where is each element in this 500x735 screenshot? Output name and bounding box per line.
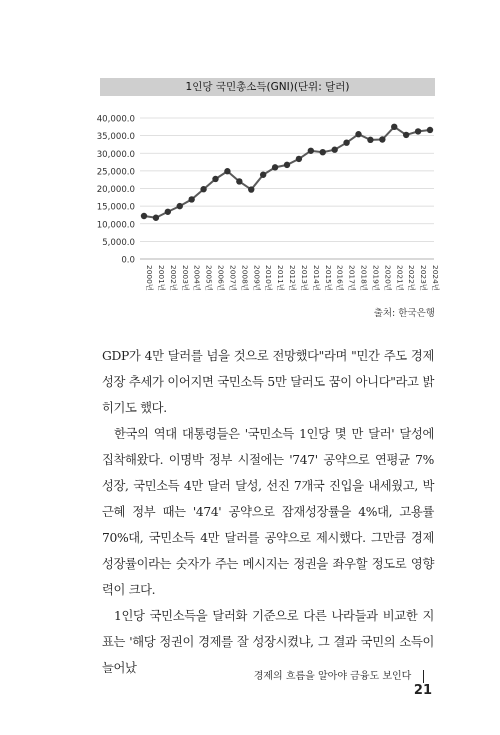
- body-text: [102, 343, 434, 681]
- data-point: [188, 196, 194, 202]
- x-tick-label: 2003년: [180, 265, 190, 291]
- x-tick-label: 2004년: [192, 265, 202, 291]
- page-number: 21: [413, 682, 432, 698]
- paragraph-1: GDP가 4만 달러를 넘을 것으로 전망했다"라며 "민간 주도 경제 성장 추세가 이어지면 국민소득 5만 달러도 꿈이 아니다"라고 밝히기도 했다.: [102, 349, 434, 415]
- x-tick-label: 2024년: [431, 265, 440, 291]
- x-tick-label: 2001년: [156, 265, 166, 291]
- x-tick-label: 2022년: [407, 265, 417, 291]
- chart-title: 1인당 국민총소득(GNI)(단위: 달러): [100, 78, 435, 96]
- x-tick-label: 2013년: [299, 265, 309, 291]
- data-point: [165, 209, 171, 215]
- data-point: [415, 128, 421, 134]
- x-tick-label: 2006년: [216, 265, 226, 291]
- data-point: [355, 131, 361, 137]
- chart-gridlines: [140, 118, 434, 259]
- data-point: [212, 176, 218, 182]
- data-point: [284, 162, 290, 168]
- y-tick-label: 0.0: [121, 255, 135, 266]
- data-point: [248, 186, 254, 192]
- data-point: [367, 137, 373, 143]
- data-point: [331, 147, 337, 153]
- data-point: [141, 213, 147, 219]
- data-point: [272, 164, 278, 170]
- x-tick-label: 2015년: [323, 265, 333, 291]
- x-tick-label: 2009년: [252, 265, 262, 291]
- y-axis-ticks: [97, 115, 135, 266]
- data-point: [427, 127, 433, 133]
- page-footer: [240, 667, 432, 698]
- data-point: [379, 136, 385, 142]
- y-tick-label: 5,000.0: [102, 237, 135, 248]
- x-tick-label: 2012년: [288, 265, 297, 291]
- footer-divider: [423, 670, 425, 683]
- chart-source: 출처: 한국은행: [373, 308, 435, 319]
- data-point: [260, 172, 266, 178]
- data-point: [403, 132, 409, 138]
- x-tick-label: 2002년: [168, 265, 178, 291]
- paragraph-3: 1인당 국민소득을 달러화 기준으로 다른 나라들과 비교한 지표는 '해당 정권이 경제를 잘 성장시켰냐, 그 결과 국민의 소득이 늘어났: [102, 609, 434, 675]
- x-tick-label: 2008년: [240, 265, 250, 291]
- data-point: [391, 124, 397, 130]
- x-tick-label: 2010년: [264, 265, 274, 291]
- data-point: [343, 139, 349, 145]
- book-title: 경제의 흐름을 알아야 금융도 보인다: [253, 671, 412, 682]
- data-point: [224, 168, 230, 174]
- y-tick-label: 15,000.0: [96, 202, 135, 213]
- gni-line-chart: [0, 98, 500, 303]
- x-tick-label: 2021년: [395, 265, 405, 291]
- data-point: [153, 215, 159, 221]
- data-point: [320, 149, 326, 155]
- x-tick-label: 2023년: [419, 265, 429, 291]
- x-tick-label: 2017년: [347, 265, 357, 291]
- x-tick-label: 2016년: [335, 265, 345, 291]
- x-tick-label: 2005년: [204, 265, 214, 291]
- data-point: [177, 203, 183, 209]
- x-tick-label: 2018년: [359, 265, 369, 291]
- x-tick-label: 2000년: [145, 265, 154, 291]
- data-point: [200, 186, 206, 192]
- x-axis-ticks: [145, 265, 440, 291]
- paragraph-2: 한국의 역대 대통령들은 '국민소득 1인당 몇 만 달러' 달성에 집착해왔다. 이명박 정부 시절에는 '747' 공약으로 연평균 7% 성장, 국민소득 4만 달러 달성, 선진 7개국 진입을 내세웠고, 박근혜 정부 때는 '474' 공약으로 잠재성장률을 4%대, 고용률 70%대, 국민소득 4만 달러를 공약으로 제시했다. 그만큼 경제 성장률이라는 숫자가 주는 메시지는 정권을 좌우할 정도로 영향력이 크다.: [102, 427, 434, 597]
- x-tick-label: 2014년: [311, 265, 321, 291]
- y-tick-label: 35,000.0: [96, 132, 135, 143]
- series-polyline: [144, 127, 430, 218]
- x-tick-label: 2007년: [228, 265, 238, 291]
- y-tick-label: 20,000.0: [96, 185, 135, 195]
- y-tick-label: 10,000.0: [96, 220, 135, 231]
- x-tick-label: 2019년: [371, 265, 381, 291]
- y-tick-label: 25,000.0: [96, 167, 135, 178]
- data-point: [308, 148, 314, 154]
- x-tick-label: 2020년: [383, 265, 393, 291]
- x-tick-label: 2011년: [276, 265, 286, 291]
- data-point: [296, 156, 302, 162]
- y-tick-label: 40,000.0: [96, 114, 135, 125]
- y-tick-label: 30,000.0: [96, 149, 135, 160]
- data-point: [236, 178, 242, 184]
